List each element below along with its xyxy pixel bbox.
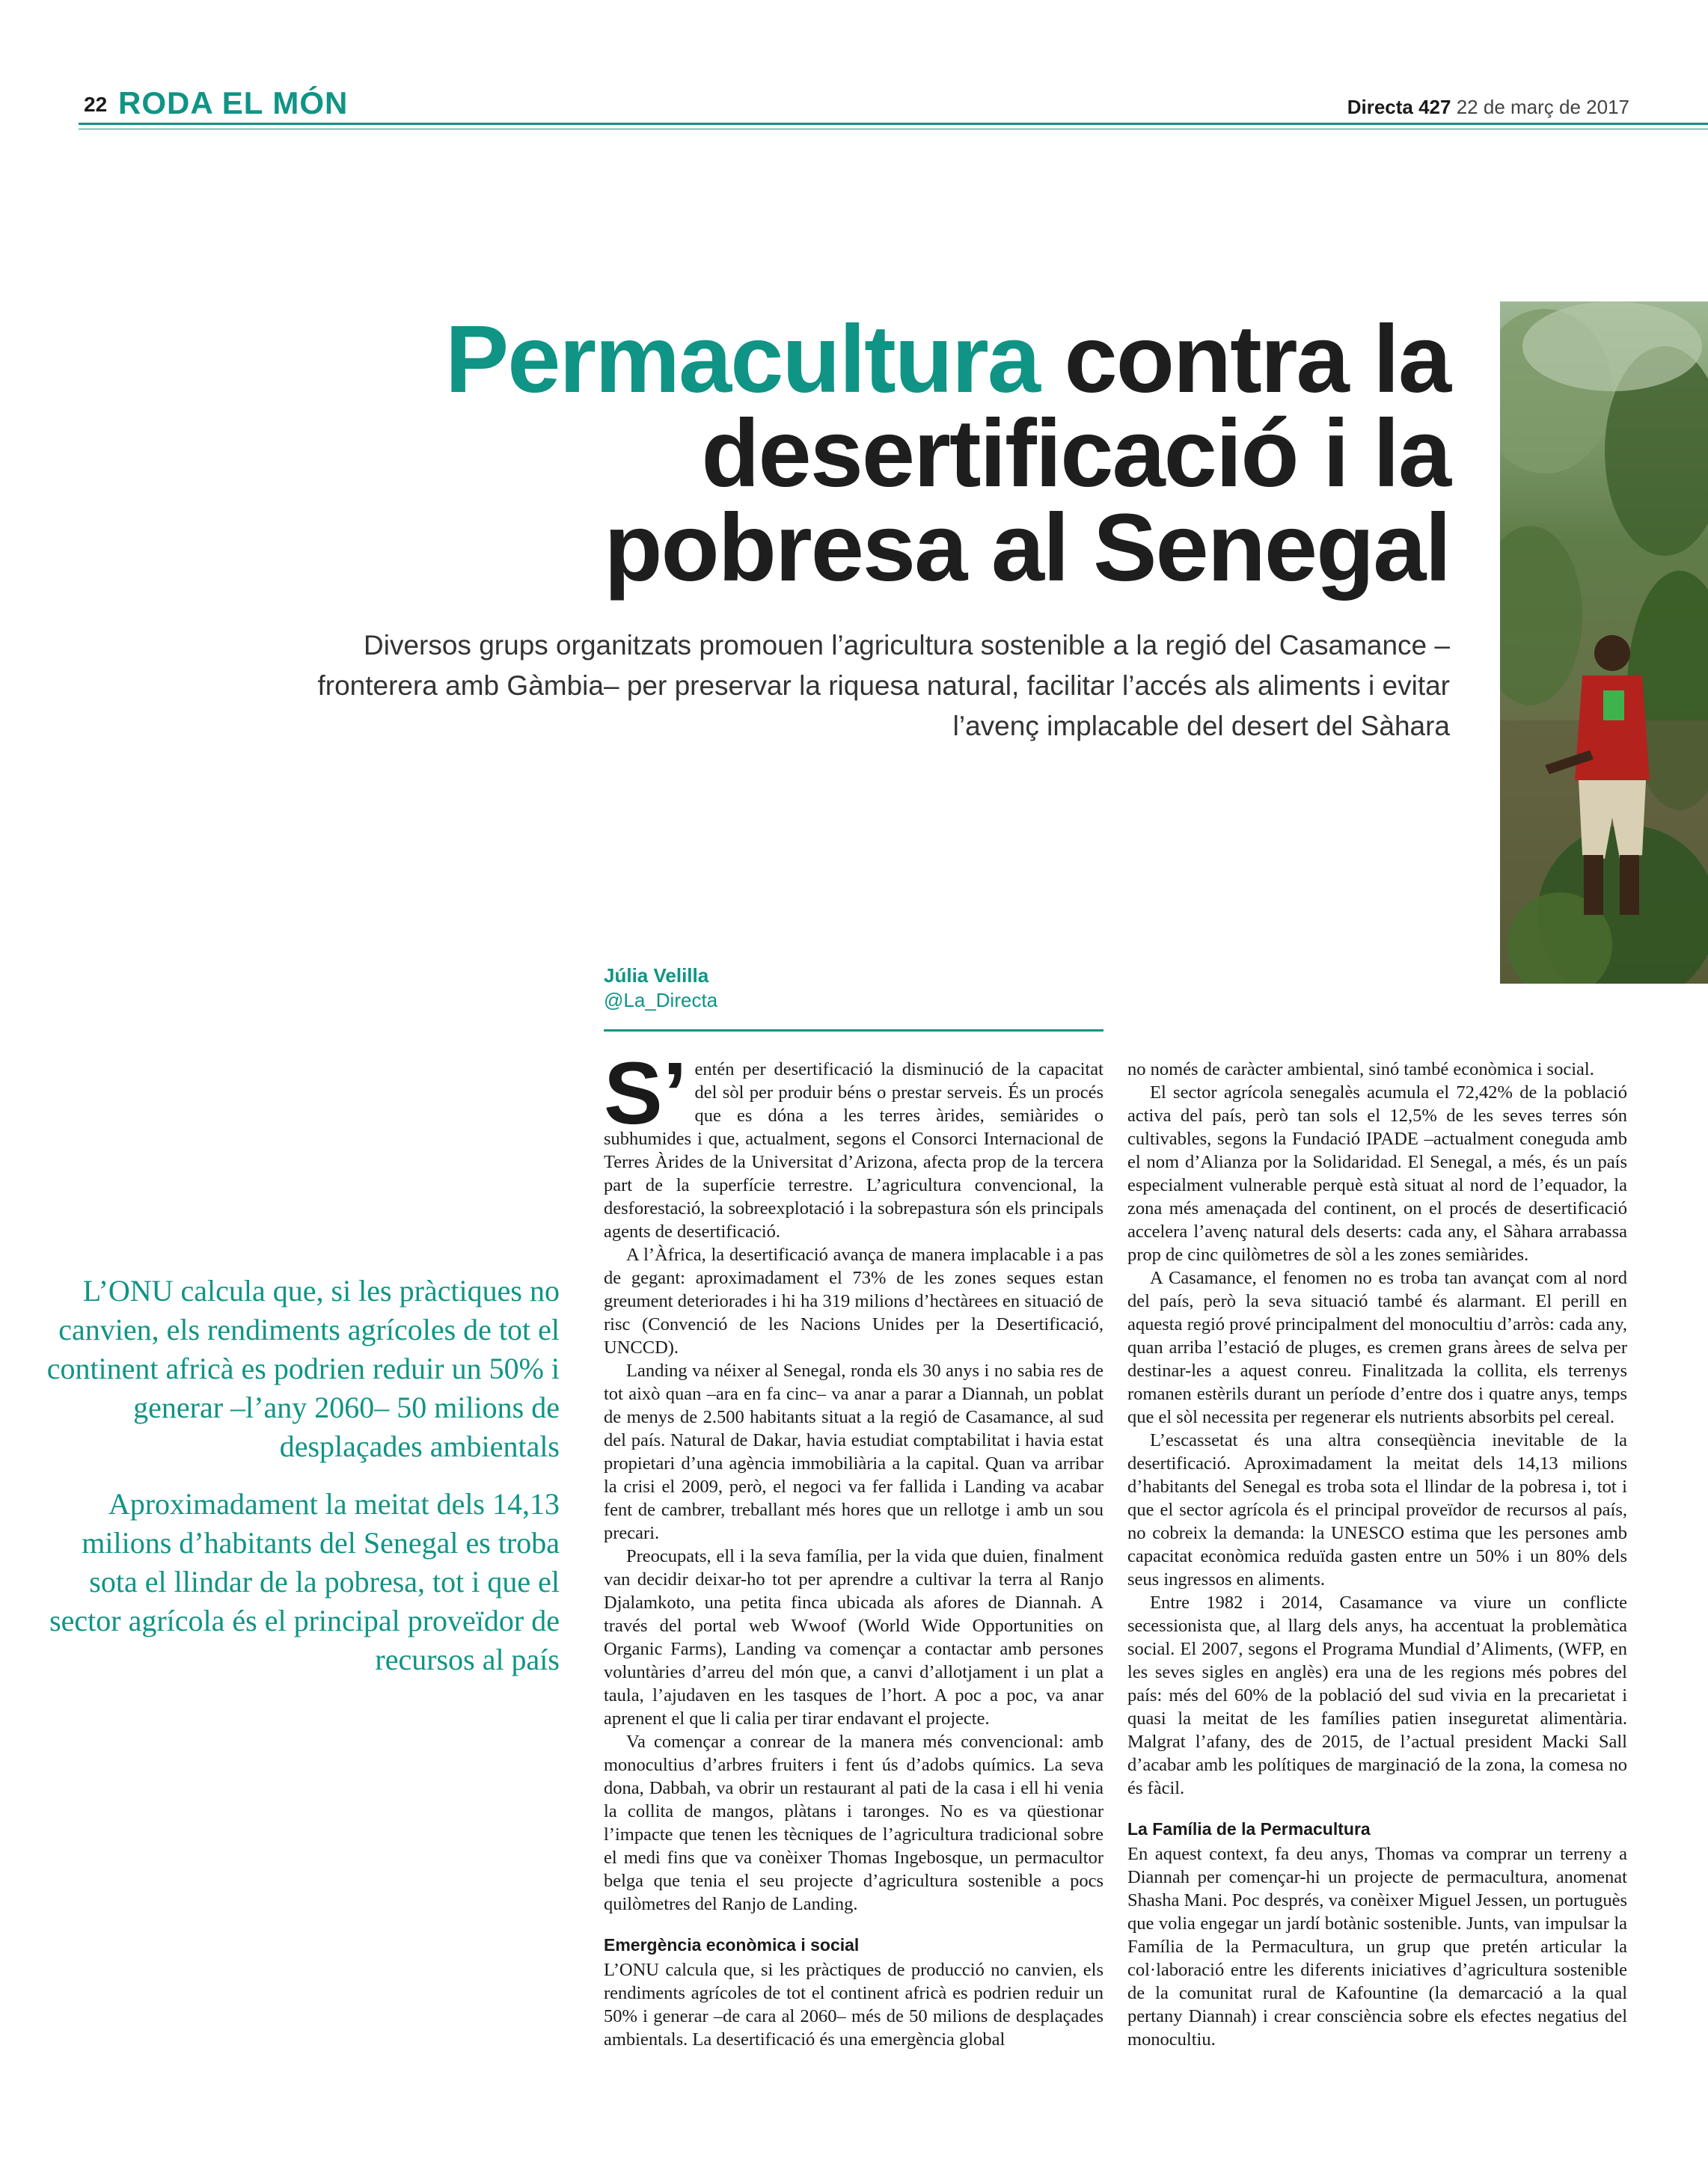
body-paragraph: L’escassetat és una altra conseqüència inevitable de la desertificació. Aproximadament la meitat dels 14,13 milions d’habitants del Senegal es troba sota el llindar de la pobresa i, tot i que el sector agrícola és el principal proveïdor de recursos al país, no cobreix la demanda: la UNESCO estima que les persones amb capacitat econòmica reduïda gasten entre un 50% i un 80% dels seus ingressos en aliments. bbox=[1127, 1430, 1627, 1590]
pull-quote: L’ONU calcula que, si les pràctiques no canvien, els rendiments agrícoles de tot el continent africà es podrien reduir un 50% i generar –l’any 2060– 50 milions de desplaçades ambientals bbox=[46, 1274, 560, 1463]
issue-date: 22 de març de 2017 bbox=[1456, 96, 1629, 118]
farmer-photo-illustration bbox=[1500, 301, 1708, 984]
article-photo bbox=[1500, 301, 1708, 984]
publication-name: Directa 427 bbox=[1347, 96, 1451, 118]
headline bbox=[402, 306, 1450, 601]
author-name: Júlia Velilla bbox=[604, 964, 709, 987]
article-column-2 bbox=[1127, 1058, 1627, 2051]
body-paragraph bbox=[604, 1044, 1104, 1243]
body-text: entén per desertificació la disminució de la capacitat del sòl per produir béns o prestar serveis. És un procés que es dóna a les terres àrides, semiàrides o subhumides i que, actualment, segons el Consorci Internacional de Terres Àrides de la Universitat d’Arizona, afecta prop de la tercera part de la superfície terrestre. L’agricultura convencional, la desforestació, la sobreexplotació i la sobrepastura són els principals agents de desertificació. bbox=[604, 1059, 1104, 1242]
pull-quote: Aproximadament la meitat dels 14,13 milions d’habitants del Senegal es troba sota el llindar de la pobresa, tot i que el sector agrícola és el principal proveïdor de recursos al país bbox=[49, 1487, 560, 1676]
body-paragraph: Va començar a conrear de la manera més convencional: amb monocultius d’arbres fruiters i fent ús d’adobs químics. La seva dona, Dabbah, va obrir un restaurant al pati de la casa i ell hi venia la collita de mangos, plàtans i taronges. No es va qüestionar l’impacte que tenen les tècniques de l’agricultura tradicional sobre el medi fins que va conèixer Thomas Ingebosque, un permacultor belga que tenia el seu projecte d’agricultura sostenible a pocs quilòmetres del Ranjo de Landing. bbox=[604, 1732, 1104, 1914]
drop-cap: S’ bbox=[604, 1044, 688, 1143]
header-rule bbox=[79, 123, 1708, 125]
page-number: 22 bbox=[84, 93, 108, 116]
standfirst: Diversos grups organitzats promouen l’agricultura sostenible a la regió del Casamance –fronterera amb Gàmbia– per preservar la riquesa natural, facilitar l’accés als aliments i evitar l’avenç implacable del desert del Sàhara bbox=[317, 630, 1450, 741]
body-paragraph: A Casamance, el fenomen no es troba tan avançat com al nord del país, però la seva situació també és alarmant. El perill en aquesta regió prové principalment del monocultiu d’arròs: cada any, quan arriba l’estació de pluges, es cremen grans àrees de selva per destinar-les a aquest conreu. Finalitzada la collita, els terrenys romanen estèrils durant un període d’entre dos i quatre anys, temps que el sòl necessita per regenerar els nutrients absorbits pel cereal. bbox=[1127, 1268, 1627, 1427]
headline-accent: Permacultura bbox=[444, 306, 1039, 413]
body-paragraph: A l’Àfrica, la desertificació avança de manera implacable i a pas de gegant: aproximadament el 73% de les zones seques estan greument deteriorades i hi ha 319 milions d’hectàrees en situació de risc (Convenció de les Nacions Unides per la Desertificació, UNCCD). bbox=[604, 1245, 1104, 1358]
headline-rest: contra la desertificació i la pobresa al Senegal bbox=[604, 306, 1450, 601]
subheading: Emergència econòmica i social bbox=[604, 1935, 860, 1955]
issue-info bbox=[1347, 96, 1629, 119]
section-title: RODA EL MÓN bbox=[118, 85, 349, 120]
body-paragraph: Entre 1982 i 2014, Casamance va viure un conflicte secessionista que, al llarg dels anys, ha accentuat la problemàtica social. El 2007, segons el Programa Mundial d’Aliments, (WFP, en les seves sigles en anglès) era una de les regions més pobres del país: més del 60% de la població del sud vivia en la precarietat i quasi la meitat de les famílies patien inseguretat alimentària. Malgrat l’afany, des de 2015, de l’actual president Macki Sall d’acabar amb les polítiques de marginació de la zona, la comesa no és fàcil. bbox=[1127, 1593, 1627, 1798]
article-column-1 bbox=[604, 1044, 1104, 2051]
body-paragraph: Preocupats, ell i la seva família, per la vida que duien, finalment van decidir deixar-ho tot per aprendre a cultivar la terra al Ranjo Djalamkoto, una petita finca ubicada als afores de Diannah. A través del portal web Wwoof (World Wide Opportunities on Organic Farms), Landing va començar a contactar amb persones voluntàries d’arreu del món que, a canvi d’allotjament i un plat a taula, l’ajudaven en les tasques de l’hort. A poc a poc, va anar aprenent el que li calia per tirar endavant el projecte. bbox=[604, 1546, 1104, 1729]
body-paragraph: no només de caràcter ambiental, sinó també econòmica i social. bbox=[1127, 1059, 1594, 1079]
author-handle[interactable]: @La_Directa bbox=[604, 989, 718, 1011]
byline-rule bbox=[604, 1029, 1104, 1032]
subheading: La Família de la Permacultura bbox=[1127, 1819, 1371, 1839]
body-paragraph: Landing va néixer al Senegal, ronda els 30 anys i no sabia res de tot això quan –ara en fa cinc– va anar a parar a Diannah, un poblat de menys de 2.500 habitants situat a la regió de Casamance, al sud del país. Natural de Dakar, havia estudiat comptabilitat i havia estat propietari d’una agència immobiliària a la capital. Quan va arribar la crisi el 2009, però, el negoci va fer fallida i Landing va acabar fent de cambrer, treballant més hores que un rellotge i amb un sou precari. bbox=[604, 1361, 1104, 1543]
body-paragraph: L’ONU calcula que, si les pràctiques de producció no canvien, els rendiments agrícoles de tot el continent africà es podrien reduir un 50% i generar –de cara al 2060– més de 50 milions de desplaçades ambientals. La desertificació és una emergència global bbox=[604, 1960, 1104, 2050]
body-paragraph: En aquest context, fa deu anys, Thomas va comprar un terreny a Diannah per començar-hi un projecte de permacultura, anomenat Shasha Mani. Poc després, va conèixer Miguel Jessen, un portuguès que volia engegar un jardí botànic sostenible. Junts, van impulsar la Família de la Permacultura, un grup que pretén articular la col·laboració entre les diferents iniciatives d’agricultura sostenible de la comunitat rural de Kafountine (la demarcació a la qual pertany Diannah) i crear consciència sobre els efectes negatius del monocultiu. bbox=[1127, 1844, 1627, 2050]
body-paragraph: El sector agrícola senegalès acumula el 72,42% de la població activa del país, però tan sols el 12,5% de les seves terres són cultivables, segons la Fundació IPADE –actualment coneguda amb el nom d’Alianza por la Solidaridad. El Senegal, a més, és un país especialment vulnerable perquè està situat al nord de l’equador, la zona més amenaçada del continent, on el procés de desertificació accelera l’avenç natural dels deserts: cada any, el Sàhara arrabassa prop de cinc quilòmetres de sòl a les zones semiàrides. bbox=[1127, 1082, 1627, 1265]
